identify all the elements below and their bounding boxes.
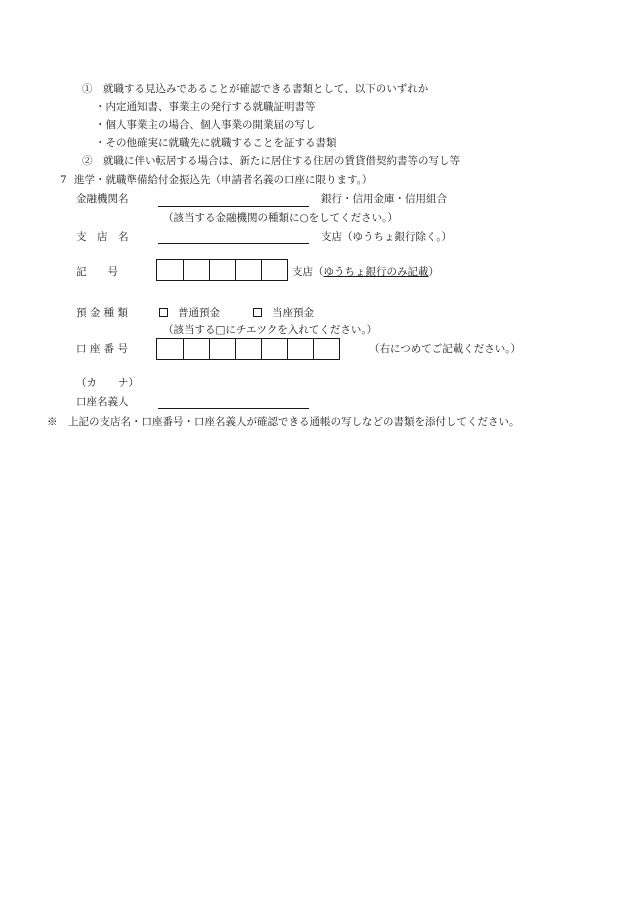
- account-number-note: （右につめてご記載ください。）: [369, 343, 522, 355]
- doc-bullet-1: ・内定通知書、事業主の発行する就職証明書等: [95, 101, 316, 113]
- doc-bullet-3: ・その他確実に就職先に就職することを証する書類: [95, 137, 337, 149]
- attachment-note: ※ 上記の支店名・口座番号・口座名義人が確認できる通帳の写しなどの書類を添付してください。: [47, 416, 520, 428]
- account-holder-field[interactable]: [158, 408, 309, 409]
- symbol-suffix-close: ）: [428, 266, 439, 278]
- account-number-boxes[interactable]: [156, 338, 340, 360]
- symbol-digit-box[interactable]: [209, 260, 235, 280]
- checkbox-icon[interactable]: [159, 308, 168, 317]
- deposit-type-note: （該当する□にチエツクを入れてください。）: [163, 324, 378, 336]
- branch-name-field[interactable]: [158, 243, 309, 244]
- bank-name-label: 金融機関名: [76, 193, 129, 205]
- symbol-boxes[interactable]: [156, 259, 288, 281]
- symbol-digit-box[interactable]: [235, 260, 261, 280]
- section-7-title: 進学・就職準備給付金振込先（申請者名義の口座に限ります。）: [74, 174, 373, 186]
- deposit-option-ordinary[interactable]: [159, 307, 220, 320]
- doc-item-2: ② 就職に伴い転居する場合は、新たに居住する住居の賃貸借契約書等の写し等: [82, 155, 460, 167]
- symbol-digit-box[interactable]: [157, 260, 183, 280]
- checkbox-icon[interactable]: [253, 308, 262, 317]
- account-digit-box[interactable]: [183, 339, 209, 359]
- kana-label: （カ ナ）: [76, 377, 139, 389]
- section-7-number: 7: [60, 174, 67, 186]
- account-digit-box[interactable]: [313, 339, 339, 359]
- branch-name-label: 支 店 名: [76, 231, 129, 243]
- symbol-digit-box[interactable]: [183, 260, 209, 280]
- account-digit-box[interactable]: [235, 339, 261, 359]
- bank-type-options: 銀行・信用金庫・信用組合: [321, 193, 447, 205]
- deposit-option-current-label: 当座預金: [272, 307, 314, 319]
- account-holder-label: 口座名義人: [76, 396, 129, 408]
- account-number-label: 口 座 番 号: [76, 343, 129, 355]
- deposit-type-label: 預 金 種 類: [76, 307, 129, 319]
- symbol-suffix-underlined: ゆうちょ銀行のみ記載: [323, 266, 429, 278]
- symbol-label: 記 号: [76, 266, 118, 278]
- symbol-suffix: [292, 266, 439, 279]
- doc-bullet-2: ・個人事業主の場合、個人事業の開業届の写し: [95, 119, 316, 131]
- branch-suffix: 支店（ゆうちょ銀行除く。）: [321, 231, 453, 243]
- account-digit-box[interactable]: [209, 339, 235, 359]
- deposit-option-ordinary-label: 普通預金: [178, 307, 220, 319]
- bank-type-note: （該当する金融機関の種類に○をしてください。）: [163, 212, 398, 224]
- bank-name-field[interactable]: [158, 206, 309, 207]
- account-digit-box[interactable]: [157, 339, 183, 359]
- symbol-digit-box[interactable]: [261, 260, 287, 280]
- account-digit-box[interactable]: [261, 339, 287, 359]
- symbol-suffix-open: 支店（: [292, 266, 324, 278]
- account-digit-box[interactable]: [287, 339, 313, 359]
- deposit-option-current[interactable]: [253, 307, 314, 320]
- doc-item-1: ① 就職する見込みであることが確認できる書類として、以下のいずれか: [82, 83, 429, 95]
